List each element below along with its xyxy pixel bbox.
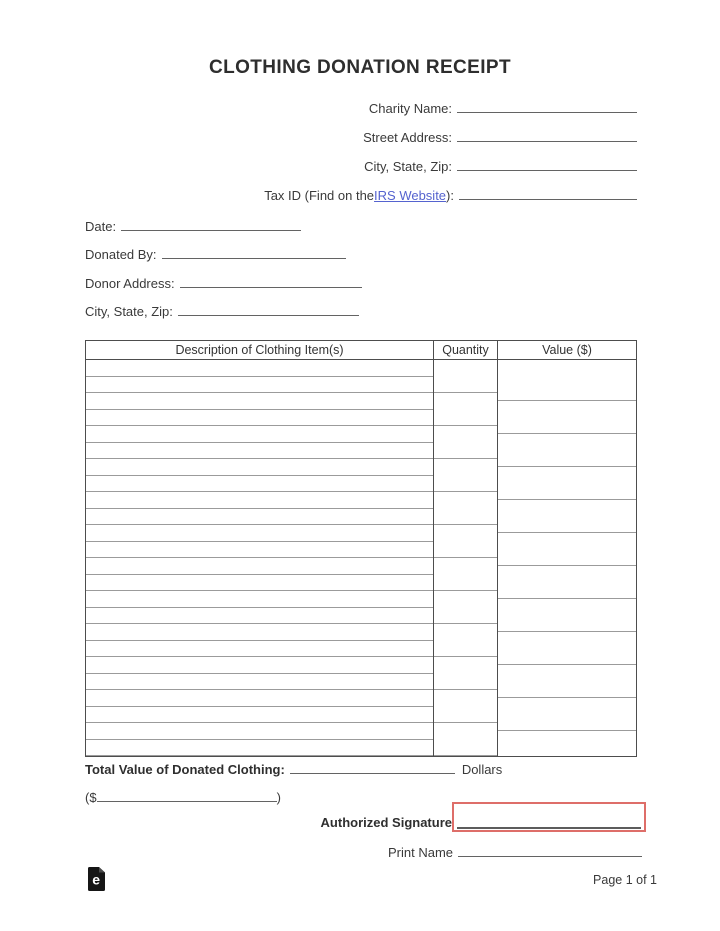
table-row[interactable]	[498, 434, 636, 467]
table-row[interactable]	[86, 542, 433, 559]
dollars-label: Dollars	[461, 762, 503, 777]
authorized-signature-field[interactable]	[452, 802, 646, 832]
table-row[interactable]	[498, 401, 636, 434]
print-name-field	[388, 844, 642, 860]
street-address-input-line[interactable]	[457, 129, 637, 142]
table-row[interactable]	[434, 624, 497, 657]
table-row[interactable]	[86, 624, 433, 641]
charity-name-field	[369, 100, 637, 117]
table-row[interactable]	[434, 459, 497, 492]
tax-id-field	[264, 187, 637, 204]
table-row[interactable]	[498, 731, 636, 756]
total-value-input-line[interactable]	[290, 761, 455, 774]
table-row[interactable]	[434, 426, 497, 459]
signature-input-line	[457, 827, 641, 829]
donor-city-state-zip-input-line[interactable]	[178, 303, 359, 316]
table-row[interactable]	[498, 533, 636, 566]
donor-address-label: Donor Address:	[85, 276, 175, 291]
items-table-header	[86, 341, 636, 360]
tax-id-input-line[interactable]	[459, 187, 637, 200]
tax-id-label-suffix: ):	[446, 188, 454, 203]
table-row[interactable]	[86, 360, 433, 377]
page-title: CLOTHING DONATION RECEIPT	[208, 57, 512, 78]
table-row[interactable]	[434, 591, 497, 624]
date-label: Date:	[85, 219, 117, 234]
table-row[interactable]	[434, 723, 497, 756]
table-row[interactable]	[86, 410, 433, 427]
table-row[interactable]	[498, 698, 636, 731]
charity-name-label: Charity Name:	[368, 101, 452, 116]
table-row[interactable]	[86, 509, 433, 526]
donor-city-state-zip-field	[85, 303, 359, 320]
amount-close-paren: )	[276, 790, 281, 805]
logo-glyph: e	[92, 871, 101, 888]
total-value-field	[85, 761, 502, 777]
total-value-label: Total Value of Donated Clothing:	[85, 762, 285, 777]
table-row[interactable]	[498, 500, 636, 533]
table-row[interactable]	[86, 575, 433, 592]
table-row[interactable]	[434, 690, 497, 723]
charity-city-state-zip-field	[364, 158, 637, 175]
col-header-value: Value ($)	[542, 343, 592, 357]
quantity-column	[434, 360, 498, 756]
col-header-quantity: Quantity	[434, 341, 498, 359]
table-row[interactable]	[86, 377, 433, 394]
tax-id-label-prefix: Tax ID (Find on the	[264, 188, 375, 203]
irs-website-link[interactable]: IRS Website	[374, 188, 447, 203]
table-row[interactable]	[86, 641, 433, 658]
table-row[interactable]	[86, 492, 433, 509]
table-row[interactable]	[86, 707, 433, 724]
table-row[interactable]	[434, 360, 497, 393]
charity-name-input-line[interactable]	[457, 100, 637, 113]
street-address-label: Street Address:	[363, 130, 452, 145]
items-table	[85, 340, 637, 757]
donor-city-state-zip-label: City, State, Zip:	[85, 304, 173, 319]
table-row[interactable]	[86, 740, 433, 757]
authorized-signature-label: Authorized Signature	[320, 815, 452, 830]
table-row[interactable]	[434, 525, 497, 558]
table-row[interactable]	[86, 690, 433, 707]
table-row[interactable]	[86, 657, 433, 674]
print-name-label: Print Name	[388, 845, 454, 860]
total-amount-field	[85, 789, 281, 805]
table-row[interactable]	[498, 665, 636, 698]
total-amount-input-line[interactable]	[97, 789, 277, 802]
table-row[interactable]	[434, 492, 497, 525]
amount-open-paren: ($	[85, 790, 97, 805]
eforms-logo-icon	[88, 867, 105, 891]
street-address-field	[363, 129, 637, 146]
table-row[interactable]	[86, 558, 433, 575]
donated-by-field	[85, 246, 346, 263]
value-column	[498, 360, 636, 756]
donated-by-label: Donated By:	[85, 247, 157, 262]
donor-address-field	[85, 275, 362, 292]
col-header-description: Description of Clothing Item(s)	[86, 341, 434, 359]
table-row[interactable]	[86, 591, 433, 608]
table-row[interactable]	[434, 393, 497, 426]
charity-city-state-zip-label: City, State, Zip:	[364, 159, 452, 174]
table-row[interactable]	[86, 608, 433, 625]
table-row[interactable]	[434, 558, 497, 591]
description-column	[86, 360, 434, 756]
donor-address-input-line[interactable]	[180, 275, 362, 288]
table-row[interactable]	[498, 467, 636, 500]
date-field	[85, 218, 301, 235]
table-row[interactable]	[498, 599, 636, 632]
table-row[interactable]	[86, 426, 433, 443]
charity-city-state-zip-input-line[interactable]	[457, 158, 637, 171]
table-row[interactable]	[86, 723, 433, 740]
print-name-input-line[interactable]	[458, 844, 642, 857]
table-row[interactable]	[86, 674, 433, 691]
page-indicator: Page 1 of 1	[593, 873, 657, 887]
table-row[interactable]	[498, 368, 636, 401]
table-row[interactable]	[86, 393, 433, 410]
table-row[interactable]	[434, 657, 497, 690]
table-row[interactable]	[498, 566, 636, 599]
table-row[interactable]	[86, 443, 433, 460]
table-row[interactable]	[498, 632, 636, 665]
table-row[interactable]	[86, 476, 433, 493]
table-row[interactable]	[86, 459, 433, 476]
date-input-line[interactable]	[121, 218, 301, 231]
table-row[interactable]	[86, 525, 433, 542]
donated-by-input-line[interactable]	[162, 246, 346, 259]
items-table-body	[86, 360, 636, 756]
